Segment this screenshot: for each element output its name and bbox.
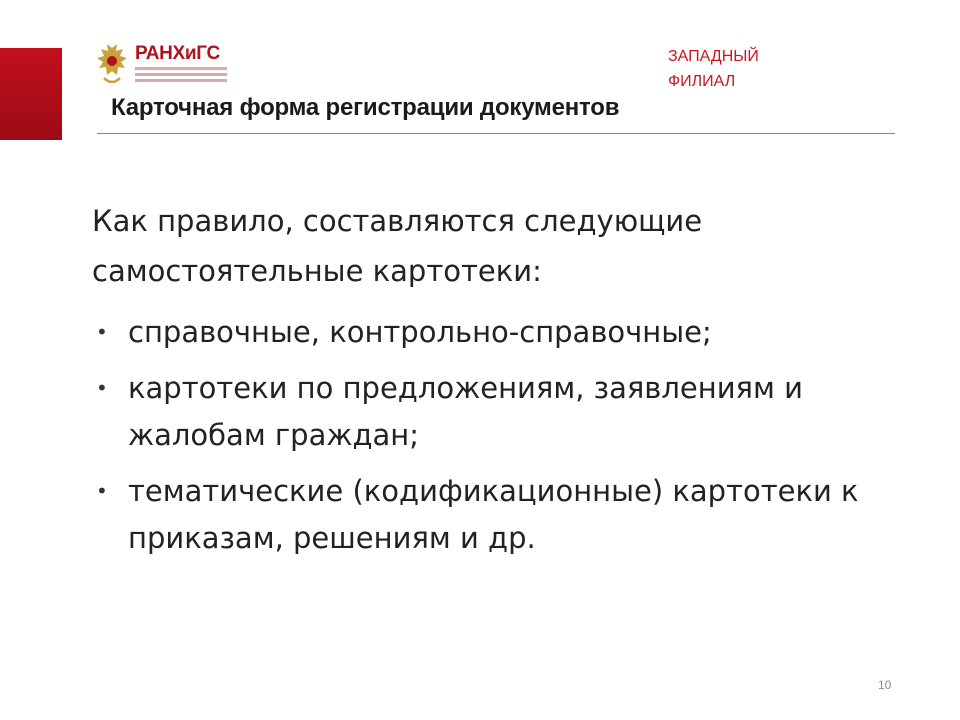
branch-label-line2: ФИЛИАЛ [668,73,736,90]
list-item [92,365,892,459]
logo-subtitle-lines [135,67,227,85]
list-item-text: картотеки по предложениям, заявлениям и жалобам граждан; [128,371,803,452]
branch-label [668,44,759,94]
list-item [92,309,892,356]
bullet-icon: • [96,479,108,503]
branch-label-line1: ЗАПАДНЫЙ [668,48,759,65]
ranepa-logo [95,40,235,88]
logo-wordmark: РАНХиГС [135,42,220,64]
bullet-icon: • [96,320,108,344]
list-item [92,468,892,562]
list-item-text: тематические (кодификационные) картотеки к приказам, решениям и др. [128,474,859,555]
slide-title: Карточная форма регистрации документов [111,94,620,121]
title-divider [97,133,895,134]
red-accent-bar [0,48,62,140]
double-headed-eagle-icon [95,42,129,86]
bullet-list [92,309,892,571]
bullet-icon: • [96,376,108,400]
page-number: 10 [878,678,892,692]
intro-paragraph: Как правило, составляются следующие самостоятельные картотеки: [92,204,703,288]
list-item-text: справочные, контрольно-справочные; [128,315,712,349]
